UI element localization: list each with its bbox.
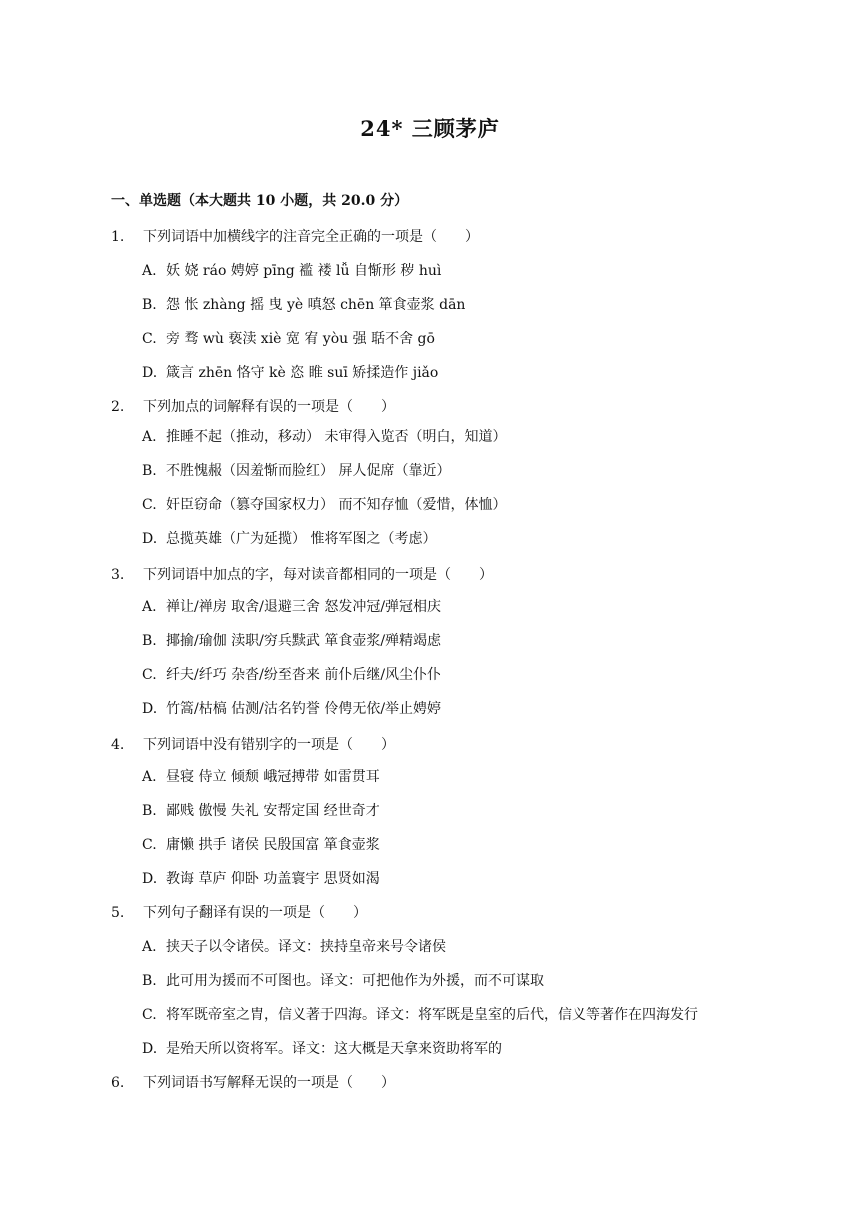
- question-stem: 下列词语中加横线字的注音完全正确的一项是（ ）: [143, 229, 479, 245]
- question-1-option-a: [142, 260, 441, 280]
- option-text: 将军既帝室之胄，信义著于四海。译文：将军既是皇室的后代，信义等著作在四海发行: [166, 1007, 698, 1023]
- question-1-option-b: [142, 294, 465, 314]
- option-text: 不胜愧赧（因羞惭而脸红） 屏人促席（靠近）: [166, 463, 451, 479]
- question-stem: 下列句子翻译有误的一项是（ ）: [143, 905, 367, 921]
- question-1-option-c: [142, 328, 435, 348]
- option-letter: D.: [142, 701, 158, 717]
- option-letter: C.: [142, 667, 157, 683]
- question-stem: 下列加点的词解释有误的一项是（ ）: [143, 399, 395, 415]
- question-3-option-a: [142, 596, 441, 616]
- question-number: 2.: [111, 399, 125, 415]
- question-4-option-a: [142, 766, 380, 786]
- option-text: 竹篙/枯槁 估测/沽名钓誉 伶俜无依/举止娉婷: [166, 701, 442, 717]
- option-letter: B.: [142, 463, 157, 479]
- question-3-option-d: [142, 698, 441, 718]
- question-number: 4.: [111, 737, 125, 753]
- question-6: [111, 1072, 395, 1092]
- option-text: 怨 怅 zhàng 摇 曳 yè 嗔怒 chēn 箪食壶浆 dān: [166, 297, 466, 313]
- question-2-option-d: [142, 528, 436, 548]
- question-5-option-c: [142, 1004, 698, 1024]
- option-letter: A.: [142, 939, 157, 955]
- option-letter: D.: [142, 1041, 158, 1057]
- option-text: 箴言 zhēn 恪守 kè 恣 睢 suī 矫揉造作 jiǎo: [166, 365, 439, 381]
- option-letter: D.: [142, 871, 158, 887]
- question-1: [111, 226, 479, 246]
- question-5: [111, 902, 367, 922]
- question-stem: 下列词语书写解释无误的一项是（ ）: [143, 1075, 395, 1091]
- option-letter: B.: [142, 297, 157, 313]
- question-number: 1.: [111, 229, 125, 245]
- option-letter: C.: [142, 837, 157, 853]
- option-text: 揶揄/瑜伽 渎职/穷兵黩武 箪食壶浆/殚精竭虑: [166, 633, 442, 649]
- question-4: [111, 734, 395, 754]
- option-text: 是殆天所以资将军。译文：这大概是天拿来资助将军的: [166, 1041, 502, 1057]
- question-stem: 下列词语中加点的字，每对读音都相同的一项是（ ）: [143, 567, 493, 583]
- option-letter: C.: [142, 497, 157, 513]
- option-letter: A.: [142, 769, 157, 785]
- question-3: [111, 564, 493, 584]
- option-letter: A.: [142, 429, 157, 445]
- option-text: 昼寝 侍立 倾颓 峨冠搏带 如雷贯耳: [166, 769, 380, 785]
- option-text: 此可用为援而不可图也。译文：可把他作为外援，而不可谋取: [166, 973, 544, 989]
- option-letter: A.: [142, 599, 157, 615]
- option-letter: C.: [142, 1007, 157, 1023]
- question-2-option-b: [142, 460, 450, 480]
- question-2-option-c: [142, 494, 506, 514]
- option-text: 总揽英雄（广为延揽） 惟将军图之（考虑）: [166, 531, 437, 547]
- question-5-option-a: [142, 936, 446, 956]
- option-text: 鄙贱 傲慢 失礼 安帮定国 经世奇才: [166, 803, 380, 819]
- question-number: 3.: [111, 567, 125, 583]
- question-5-option-b: [142, 970, 544, 990]
- question-3-option-c: [142, 664, 441, 684]
- option-text: 禅让/禅房 取舍/退避三舍 怒发冲冠/弹冠相庆: [166, 599, 442, 615]
- option-letter: D.: [142, 365, 158, 381]
- option-letter: B.: [142, 633, 157, 649]
- question-4-option-d: [142, 868, 380, 888]
- option-letter: A.: [142, 263, 157, 279]
- option-letter: B.: [142, 803, 157, 819]
- option-text: 妖 娆 ráo 娉婷 pīng 褴 褛 lǚ 自惭形 秽 huì: [166, 263, 442, 279]
- question-3-option-b: [142, 630, 441, 650]
- question-stem: 下列词语中没有错别字的一项是（ ）: [143, 737, 395, 753]
- question-4-option-b: [142, 800, 380, 820]
- option-text: 推睡不起（推动，移动） 未审得入览否（明白，知道）: [166, 429, 507, 445]
- question-5-option-d: [142, 1038, 502, 1058]
- option-text: 纤夫/纤巧 杂沓/纷至沓来 前仆后继/风尘仆仆: [166, 667, 442, 683]
- option-text: 奸臣窃命（篡夺国家权力） 而不知存恤（爱惜，体恤）: [166, 497, 507, 513]
- option-text: 教诲 草庐 仰卧 功盖寰宇 思贤如渴: [166, 871, 380, 887]
- question-number: 6.: [111, 1075, 125, 1091]
- option-letter: C.: [142, 331, 157, 347]
- question-number: 5.: [111, 905, 125, 921]
- document-title: 24* 三顾茅庐: [360, 116, 500, 141]
- option-letter: B.: [142, 973, 157, 989]
- option-text: 挟天子以令诸侯。译文：挟持皇帝来号令诸侯: [166, 939, 446, 955]
- question-4-option-c: [142, 834, 380, 854]
- question-2: [111, 396, 395, 416]
- question-1-option-d: [142, 362, 438, 382]
- question-2-option-a: [142, 426, 506, 446]
- option-text: 庸懒 拱手 诸侯 民殷国富 箪食壶浆: [166, 837, 380, 853]
- option-letter: D.: [142, 531, 158, 547]
- option-text: 旁 骛 wù 亵渎 xiè 宽 宥 yòu 强 聒不舍 gō: [166, 331, 435, 347]
- section-heading: 一、单选题（本大题共 10 小题，共 20.0 分）: [111, 193, 409, 209]
